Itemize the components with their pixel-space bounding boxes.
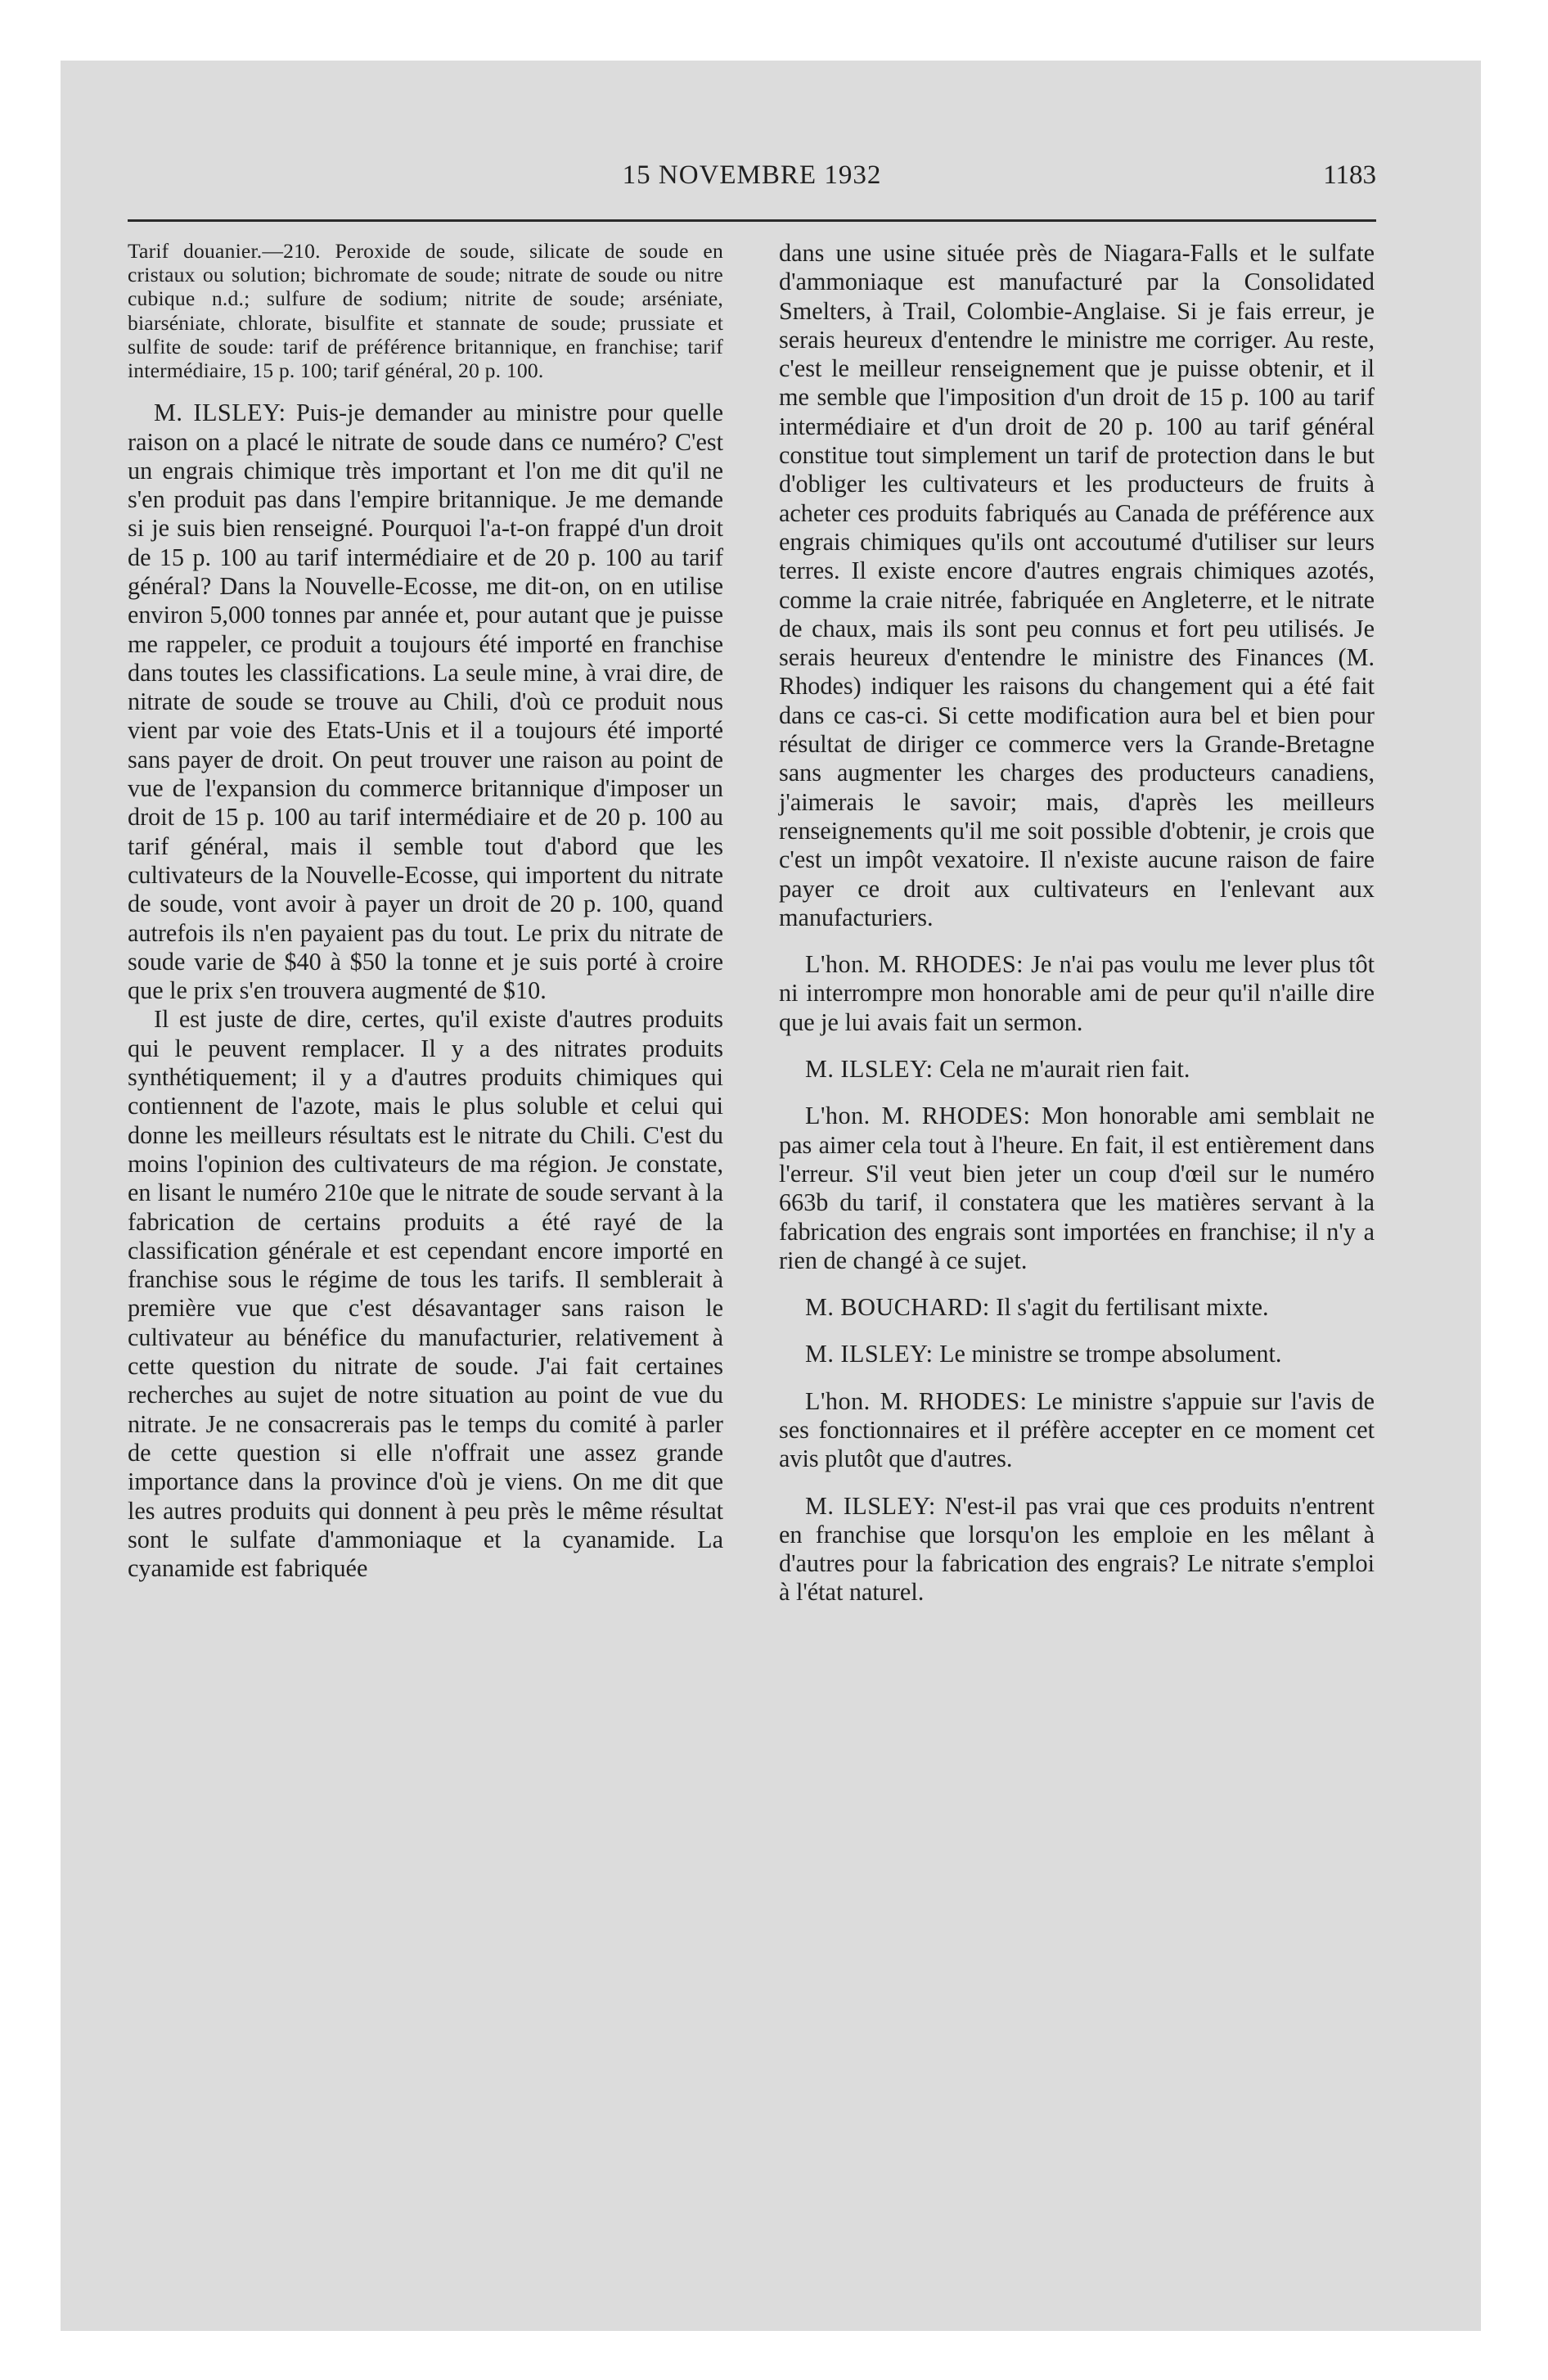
paragraph-text: dans une usine située près de Niagara-Falls et le sulfate d'ammoniaque est manufacturé par la Consolidated Smelters, à Trail, Colombie-Anglaise. Si je fais erreur, je serais heureux d'entendre le ministre me corriger. Au reste, c'est le meilleur renseignement que je puisse obtenir, et il me semble que l'imposition d'un droit de 15 p. 100 au tarif intermédiaire et d'un droit de 20 p. 100 au tarif général constitue tout simplement un tarif de protection dans le but d'obliger les cultivateurs et les producteurs de fruits à acheter ces produits fabriqués au Canada de préférence aux engrais chimiques qu'ils ont accoutumé d'utiliser sur leurs terres. Il existe encore d'autres engrais chimiques azotés, comme la craie nitrée, fabriquée en Angleterre, et le nitrate de chaux, mais ils sont peu connus et fort peu utilisés. Je serais heureux d'entendre le ministre des Finances (M. Rhodes) indiquer les raisons du changement qui a été fait dans ce cas-ci. Si cette modification aura bel et bien pour résultat de diriger ce commerce vers la Grande-Bretagne sans augmenter les charges des producteurs canadiens, j'aimerais le savoir; mais, d'après les meilleurs renseignements qu'il me soit possible d'obtenir, je crois que c'est un impôt vexatoire. Il n'existe aucune raison de faire payer ce droit aux cultivateurs en l'enlevant aux manufacturiers. [779,239,1375,931]
speaker-name: L'hon. M. RHODES: [805,1102,1031,1130]
speaker-name: M. ILSLEY: [154,399,286,427]
body-paragraph [128,1005,723,1583]
speech-paragraph [128,399,723,1005]
speech-paragraph [779,1055,1375,1084]
speech-text: N'est-il pas vrai que ces produits n'entrent en franchise que lorsqu'on les emploie en les mêlant à d'autres pour la fabrication des engrais? Le nitrate s'emploi à l'état naturel. [779,1491,1375,1607]
header-rule [128,219,1376,222]
speech-paragraph [779,1102,1375,1275]
speech-paragraph [779,1340,1375,1368]
header-date: 15 NOVEMBRE 1932 [622,160,882,190]
speaker-name: L'hon. M. RHODES: [805,1386,1028,1415]
speech-paragraph [779,950,1375,1037]
speaker-name: M. ILSLEY: [805,1055,934,1084]
speech-paragraph [779,1293,1375,1322]
speech-paragraph [779,1492,1375,1607]
speech-text: Je n'ai pas voulu me lever plus tôt ni interrompre mon honorable ami de peur qu'il n'aille dire que je lui avais fait un sermon. [779,950,1375,1036]
tariff-item-text: Tarif douanier.—210. Peroxide de soude, silicate de soude en cristaux ou solution; bichromate de soude; nitrate de soude ou nitre cubique n.d.; sulfure de sodium; nitrite de soude; arséniate, biarséniate, chlorate, bisulfite et stannate de soude; prussiate et sulfite de soude: tarif de préférence britannique, en franchise; tarif intermédiaire, 15 p. 100; tarif général, 20 p. 100. [128,239,723,383]
page-number: 1183 [1323,160,1376,190]
right-column [779,239,1375,1607]
speaker-name: M. ILSLEY: [805,1340,934,1368]
speech-text: Mon honorable ami semblait ne pas aimer cela tout à l'heure. En fait, il est entièrement dans l'erreur. S'il veut bien jeter un coup d'œil sur le numéro 663b du tarif, il constatera que les matières servant à la fabrication des engrais sont importées en franchise; il n'y a rien de changé à ce sujet. [779,1102,1375,1274]
speech-text: Le ministre s'appuie sur l'avis de ses fonctionnaires et il préfère accepter en ce moment cet avis plutôt que d'autres. [779,1386,1375,1473]
tariff-item [128,239,723,382]
speaker-name: M. ILSLEY: [805,1491,936,1520]
speech-text: Il s'agit du fertilisant mixte. [996,1293,1269,1322]
paragraph-text: Il est juste de dire, certes, qu'il existe d'autres produits qui le peuvent remplacer. Il y a des nitrates produits synthétiquement; il y a d'autres produits chimiques qui contiennent de l'azote, mais le plus soluble et celui qui donne les meilleurs résultats est le nitrate du Chili. C'est du moins l'opinion des cultivateurs de ma région. Je constate, en lisant le numéro 210e que le nitrate de soude servant à la fabrication de certains produits a été rayé de la classification générale et est cependant encore importé en franchise sous le régime de tous les tarifs. Il semblerait à première vue que c'est désavantager sans raison le cultivateur au bénéfice du manufacturier, relativement à cette question du nitrate de soude. J'ai fait certaines recherches au sujet de notre situation au point de vue du nitrate. Je ne consacrerais pas le temps du comité à parler de cette question si elle n'offrait une assez grande importance dans la province d'où je viens. On me dit que les autres produits qui donnent à peu près le même résultat sont le sulfate d'ammoniaque et la cyanamide. La cyanamide est fabriquée [128,1005,723,1583]
speech-text: Cela ne m'aurait rien fait. [939,1055,1190,1084]
speaker-name: M. BOUCHARD: [805,1293,990,1322]
speech-text: Puis-je demander au ministre pour quelle raison on a placé le nitrate de soude dans ce numéro? C'est un engrais chimique très important et l'on me dit qu'il ne s'en produit pas dans l'empire britannique. Je me demande si je suis bien renseigné. Pourquoi l'a-t-on frappé d'un droit de 15 p. 100 au tarif intermédiaire et de 20 p. 100 au tarif général? Dans la Nouvelle-Ecosse, me dit-on, on en utilise environ 5,000 tonnes par année et, pour autant que je puisse me rappeler, ce produit a toujours été importé en franchise dans toutes les classifications. La seule mine, à vrai dire, de nitrate de soude se trouve au Chili, d'où ce produit nous vient par voie des Etats-Unis et il a toujours été importé sans payer de droit. On peut trouver une raison au point de vue de l'expansion du commerce britannique d'imposer un droit de 15 p. 100 au tarif intermédiaire et de 20 p. 100 au tarif général, mais il semble tout d'abord que les cultivateurs de la Nouvelle-Ecosse, qui importent du nitrate de soude, vont avoir à payer un droit de 20 p. 100, quand autrefois ils n'en payaient pas du tout. Le prix du nitrate de soude varie de $40 à $50 la tonne et je suis porté à croire que le prix s'en trouvera augmenté de $10. [128,399,724,1005]
speech-paragraph [779,1387,1375,1474]
page-header [128,160,1376,203]
speech-text: Le ministre se trompe absolument. [939,1340,1282,1368]
left-column [128,239,723,1583]
speaker-name: L'hon. M. RHODES: [805,950,1024,979]
continued-paragraph [779,239,1375,932]
